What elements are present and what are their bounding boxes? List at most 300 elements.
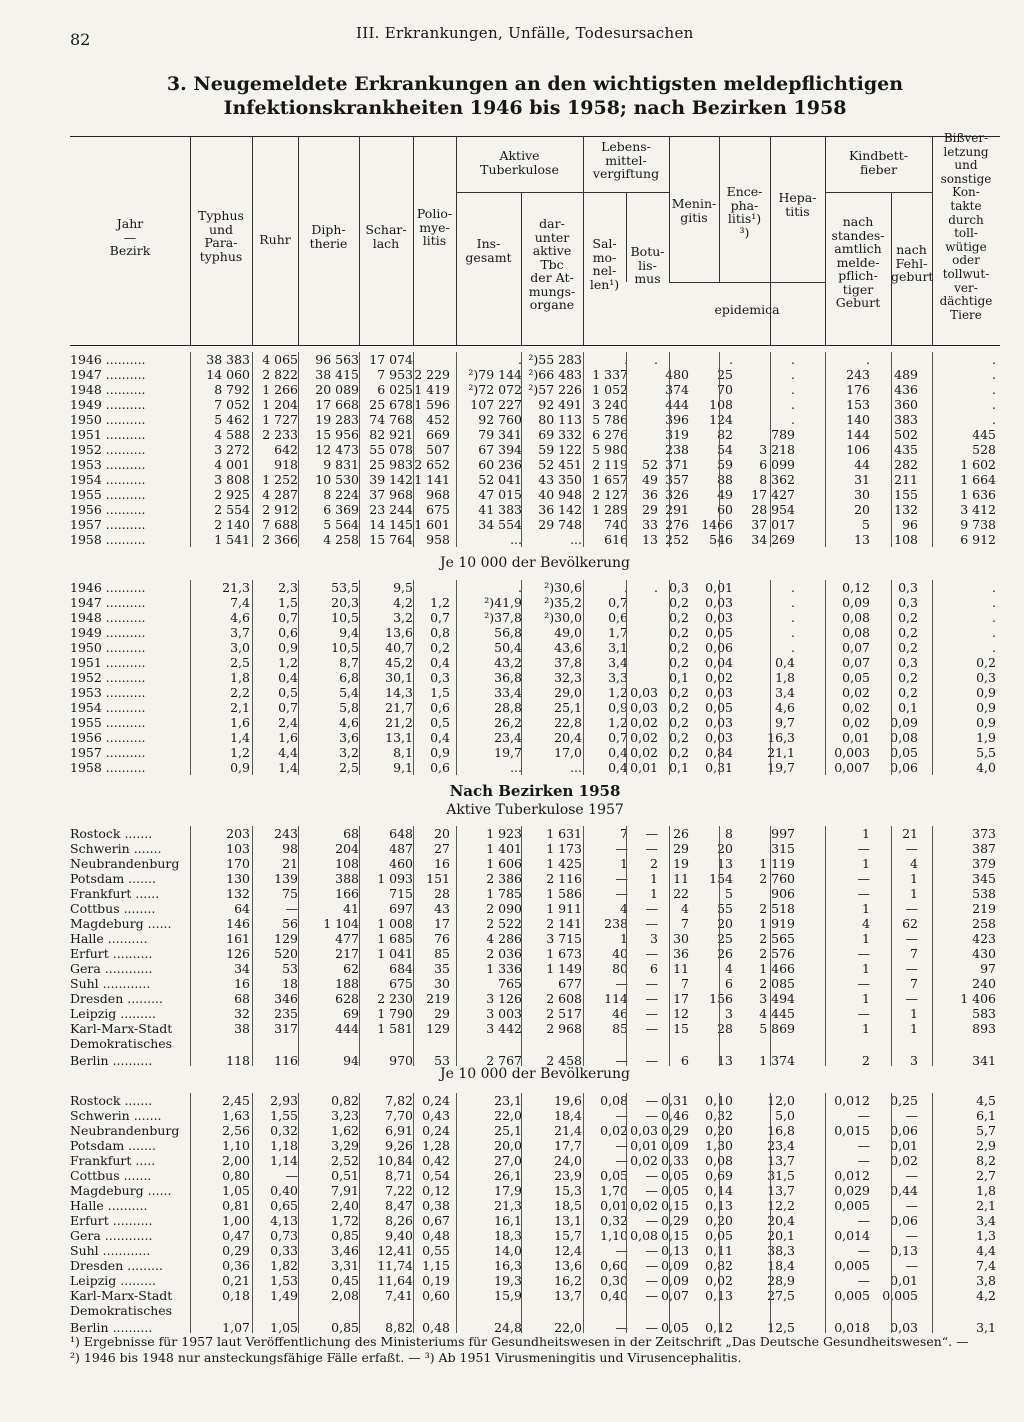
table-cell: 4 xyxy=(910,856,918,871)
table-header xyxy=(70,131,1000,346)
table-cell: . xyxy=(992,595,996,610)
table-cell: 6 xyxy=(650,961,658,976)
table-cell: 44 xyxy=(854,457,870,472)
table-cell: 9 738 xyxy=(960,517,996,532)
table-cell: 37 017 xyxy=(751,517,795,532)
table-cell: 0,05 xyxy=(842,670,870,685)
table-cell: 8,2 xyxy=(976,1153,996,1168)
table-cell: 22 xyxy=(673,886,689,901)
table-cell: 1 093 xyxy=(377,871,413,886)
row-label: Frankfurt ...... xyxy=(70,886,160,901)
table-row xyxy=(70,1183,1000,1198)
table-cell: 0,08 xyxy=(890,730,918,745)
header-encephalitis: Ence- pha- litis¹) ³) xyxy=(726,184,763,240)
table-cell: 0,08 xyxy=(600,1093,628,1108)
table-cell: 697 xyxy=(389,901,413,916)
table-cell: 5 980 xyxy=(592,442,628,457)
table-cell: 22,8 xyxy=(554,715,582,730)
row-label: 1950 .......... xyxy=(70,412,146,427)
table-cell: 3,0 xyxy=(230,640,250,655)
table-cell: 170 xyxy=(226,856,250,871)
table-cell: 14 145 xyxy=(369,517,413,532)
table-cell: . xyxy=(992,382,996,397)
table-cell: . xyxy=(791,352,795,367)
column-rule xyxy=(932,580,933,775)
table-cell: 430 xyxy=(972,946,996,961)
table-cell: 6 xyxy=(725,976,733,991)
table-cell: 21,2 xyxy=(385,715,413,730)
table-cell: 10,84 xyxy=(377,1153,413,1168)
table-cell: 970 xyxy=(389,1053,413,1068)
table-cell: 0,43 xyxy=(422,1108,450,1123)
table-cell: 0,32 xyxy=(600,1213,628,1228)
table-cell: 17,0 xyxy=(554,745,582,760)
table-cell: 34 554 xyxy=(478,517,522,532)
table-cell: 1,6 xyxy=(230,715,250,730)
table-cell: 97 xyxy=(980,961,996,976)
table-cell: 2 233 xyxy=(262,427,298,442)
table-cell: 3 442 xyxy=(486,1021,522,1036)
table-cell: 0,4 xyxy=(608,745,628,760)
table-cell: 7 xyxy=(681,916,689,931)
table-cell: — xyxy=(615,1138,628,1153)
table-cell: — xyxy=(645,1006,658,1021)
table-cell: 9,7 xyxy=(775,715,795,730)
table-cell: — xyxy=(857,841,870,856)
table-cell: 1 266 xyxy=(262,382,298,397)
table-cell: 0,55 xyxy=(422,1243,450,1258)
row-label: Potsdam ....... xyxy=(70,1138,156,1153)
table-cell: 740 xyxy=(604,517,628,532)
row-label: Erfurt .......... xyxy=(70,946,153,961)
table-cell: 0,05 xyxy=(661,1320,689,1335)
table-cell: 0,2 xyxy=(669,730,689,745)
table-cell: 0,60 xyxy=(422,1288,450,1303)
column-rule xyxy=(719,580,720,775)
table-cell: — xyxy=(645,1288,658,1303)
column-rule xyxy=(252,580,253,775)
table-cell: 2,1 xyxy=(976,1198,996,1213)
table-cell: 2 522 xyxy=(486,916,522,931)
table-cell: 21,7 xyxy=(385,700,413,715)
table-cell: 7,82 xyxy=(385,1093,413,1108)
table-cell: 21,4 xyxy=(554,1123,582,1138)
table-cell: ... xyxy=(510,532,522,547)
table-cell: 3,46 xyxy=(331,1243,359,1258)
table-cell: 68 xyxy=(234,991,250,1006)
column-rule xyxy=(359,1093,360,1333)
table-cell: 0,9 xyxy=(976,685,996,700)
column-rule xyxy=(359,826,360,1066)
table-cell: 53 xyxy=(282,961,298,976)
table-cell: — xyxy=(857,871,870,886)
table-cell: 2 912 xyxy=(262,502,298,517)
row-label: Leipzig ......... xyxy=(70,1006,157,1021)
table-cell: 7,41 xyxy=(385,1288,413,1303)
table-cell: 36,8 xyxy=(494,670,522,685)
column-rule xyxy=(932,352,933,547)
table-cell: 12,41 xyxy=(377,1243,413,1258)
table-cell: 26 xyxy=(717,946,733,961)
row-label: Gera ............ xyxy=(70,961,153,976)
table-cell: 243 xyxy=(846,367,870,382)
table-cell: 0,2 xyxy=(430,640,450,655)
table-cell: 62 xyxy=(343,961,359,976)
table-row xyxy=(70,502,1000,517)
table-cell: 41 383 xyxy=(478,502,522,517)
table-cell: 8,82 xyxy=(385,1320,413,1335)
header-kindbettfieber: Kindbett- fieber xyxy=(848,148,909,177)
table-cell: 0,01 xyxy=(630,1138,658,1153)
table-cell: 715 xyxy=(389,886,413,901)
column-rule xyxy=(359,352,360,547)
table-row xyxy=(70,976,1000,991)
table-cell: 0,3 xyxy=(898,580,918,595)
table-cell: 436 xyxy=(894,382,918,397)
table-cell: 906 xyxy=(771,886,795,901)
table-cell: 1 673 xyxy=(546,946,582,961)
table-cell: 155 xyxy=(894,487,918,502)
table-cell: 1,72 xyxy=(331,1213,359,1228)
table-cell: 0,09 xyxy=(661,1138,689,1153)
table-cell: 1 419 xyxy=(414,382,450,397)
table-cell: ²)41,9 xyxy=(484,595,522,610)
table-cell: 219 xyxy=(426,991,450,1006)
table-cell: 0,02 xyxy=(630,715,658,730)
table-cell: 25 xyxy=(717,931,733,946)
table-cell: 1,2 xyxy=(278,655,298,670)
table-cell: ²)72 072 xyxy=(468,382,522,397)
table-cell: 20,1 xyxy=(767,1228,795,1243)
table-cell: 0,46 xyxy=(661,1108,689,1123)
table-cell: 18,4 xyxy=(554,1108,582,1123)
table-cell: 1,18 xyxy=(270,1138,298,1153)
column-rule xyxy=(583,580,584,775)
table-cell: 49 xyxy=(717,487,733,502)
table-cell: 388 xyxy=(335,871,359,886)
table-cell: 0,05 xyxy=(705,700,733,715)
row-label: 1953 .......... xyxy=(70,685,146,700)
table-cell: 30 xyxy=(673,931,689,946)
table-cell: 30 xyxy=(434,976,450,991)
table-cell: 1,70 xyxy=(600,1183,628,1198)
table-cell: 8 224 xyxy=(323,487,359,502)
table-cell: 47 015 xyxy=(478,487,522,502)
table-cell: 2,7 xyxy=(976,1168,996,1183)
table-cell: 16,3 xyxy=(767,730,795,745)
row-label: Berlin .......... xyxy=(70,1320,153,1335)
table-cell: 357 xyxy=(665,472,689,487)
table-cell: 49 xyxy=(642,472,658,487)
table-cell: 0,14 xyxy=(705,1183,733,1198)
row-label: Halle .......... xyxy=(70,1198,148,1213)
table-cell: 374 xyxy=(665,382,689,397)
table-cell: 19 283 xyxy=(315,412,359,427)
table-row xyxy=(70,826,1000,841)
table-cell: 0,02 xyxy=(890,1153,918,1168)
row-label: 1947 .......... xyxy=(70,367,146,382)
table-cell: 2,2 xyxy=(230,685,250,700)
table-cell: 1,28 xyxy=(422,1138,450,1153)
table-cell: 2 085 xyxy=(759,976,795,991)
table-cell: 144 xyxy=(846,427,870,442)
table-cell: 0,6 xyxy=(608,610,628,625)
table-cell: 0,33 xyxy=(661,1153,689,1168)
table-cell: 341 xyxy=(972,1053,996,1068)
table-cell: 0,07 xyxy=(661,1288,689,1303)
table-cell: 8 xyxy=(725,826,733,841)
table-cell: 15 764 xyxy=(369,532,413,547)
table-cell: 37 968 xyxy=(369,487,413,502)
row-label: 1955 .......... xyxy=(70,487,146,502)
table-cell: 0,09 xyxy=(661,1273,689,1288)
table-cell: — xyxy=(645,1320,658,1335)
table-cell: 40,7 xyxy=(385,640,413,655)
table-cell: 30 xyxy=(854,487,870,502)
table-cell: 23,4 xyxy=(494,730,522,745)
table-cell: 12 473 xyxy=(315,442,359,457)
table-cell: — xyxy=(857,1006,870,1021)
table-cell: 0,4 xyxy=(775,655,795,670)
table-cell: 24,8 xyxy=(494,1320,522,1335)
table-cell: 2 518 xyxy=(759,901,795,916)
table-cell: 371 xyxy=(665,457,689,472)
column-rule xyxy=(932,1093,933,1333)
table-cell: 13 xyxy=(717,856,733,871)
row-label: 1958 .......... xyxy=(70,760,146,775)
table-cell: 11 xyxy=(673,961,689,976)
table-cell: 129 xyxy=(274,931,298,946)
table-cell: 59 122 xyxy=(538,442,582,457)
column-rule xyxy=(891,1093,892,1333)
table-cell: 452 xyxy=(426,412,450,427)
table-cell: 0,45 xyxy=(331,1273,359,1288)
table-cell: 108 xyxy=(894,532,918,547)
table-cell: 3,4 xyxy=(608,655,628,670)
table-row xyxy=(70,1138,1000,1153)
table-row xyxy=(70,472,1000,487)
table-cell: . xyxy=(791,640,795,655)
table-cell: 4 258 xyxy=(323,532,359,547)
table-cell: — xyxy=(285,901,298,916)
table-cell: — xyxy=(857,946,870,961)
row-label: 1952 .......... xyxy=(70,442,146,457)
table-cell: 108 xyxy=(709,397,733,412)
table-cell: 92 491 xyxy=(538,397,582,412)
table-cell: 21,3 xyxy=(222,580,250,595)
row-label-berlin-1: Demokratisches xyxy=(70,1036,173,1051)
table-cell: 161 xyxy=(226,931,250,946)
table-cell: 1 785 xyxy=(486,886,522,901)
table-cell: 0,7 xyxy=(608,595,628,610)
header-salmonellen: Sal- mo- nel- len¹) xyxy=(589,236,620,292)
table-cell: 765 xyxy=(498,976,522,991)
table-cell: ²)30,0 xyxy=(544,610,582,625)
table-cell: 1,10 xyxy=(222,1138,250,1153)
table-cell: 26,1 xyxy=(494,1168,522,1183)
table-cell: 79 341 xyxy=(478,427,522,442)
table-cell: 11,74 xyxy=(377,1258,413,1273)
table-cell: 520 xyxy=(274,946,298,961)
table-cell: 3,6 xyxy=(339,730,359,745)
table-cell: 12,0 xyxy=(767,1093,795,1108)
table-cell: 8 792 xyxy=(214,382,250,397)
table-cell: 258 xyxy=(972,916,996,931)
table-cell: 1 602 xyxy=(960,457,996,472)
table-cell: 1 581 xyxy=(377,1021,413,1036)
table-cell: 583 xyxy=(972,1006,996,1021)
table-cell: 26 xyxy=(673,826,689,841)
table-cell: 0,81 xyxy=(222,1198,250,1213)
row-label: 1948 .......... xyxy=(70,382,146,397)
table-cell: 4 286 xyxy=(486,931,522,946)
table-cell: 56,8 xyxy=(494,625,522,640)
table-cell: 1,7 xyxy=(608,625,628,640)
table-cell: 68 xyxy=(343,826,359,841)
table-cell: 0,005 xyxy=(834,1198,870,1213)
table-cell: 0,6 xyxy=(430,760,450,775)
table-row xyxy=(70,841,1000,856)
table-cell: 0,13 xyxy=(661,1243,689,1258)
table-cell: 80 113 xyxy=(538,412,582,427)
table-cell: 23,9 xyxy=(554,1168,582,1183)
table-cell: 1 911 xyxy=(546,901,582,916)
table-cell: 7,70 xyxy=(385,1108,413,1123)
table-cell: 118 xyxy=(226,1053,250,1068)
table-cell: 26,2 xyxy=(494,715,522,730)
table-cell: 0,12 xyxy=(705,1320,733,1335)
table-cell: 0,06 xyxy=(705,640,733,655)
table-cell: — xyxy=(615,1053,628,1068)
row-label: Suhl ............ xyxy=(70,1243,151,1258)
table-cell: 0,65 xyxy=(270,1198,298,1213)
table-cell: 20,0 xyxy=(494,1138,522,1153)
table-row xyxy=(70,655,1000,670)
table-cell: 1 008 xyxy=(377,916,413,931)
table-cell: 3,31 xyxy=(331,1258,359,1273)
table-cell: 43,6 xyxy=(554,640,582,655)
table-cell: 1 041 xyxy=(377,946,413,961)
table-cell: 789 xyxy=(771,427,795,442)
row-label: Berlin .......... xyxy=(70,1053,153,1068)
column-rule xyxy=(413,826,414,1066)
table-cell: . xyxy=(992,352,996,367)
table-cell: 4 xyxy=(862,916,870,931)
table-cell: ²)57 226 xyxy=(528,382,582,397)
table-cell: — xyxy=(645,1213,658,1228)
table-cell: 1 919 xyxy=(759,916,795,931)
row-label: Neubrandenburg xyxy=(70,1123,180,1138)
table-cell: 5 xyxy=(725,886,733,901)
table-cell: . xyxy=(791,610,795,625)
header-bissverletzung: Bißver- letzung und sonstige Kon- takte durch toll- wütige oder tollwut- ver- dächtige Tiere xyxy=(939,131,993,322)
table-cell: 1 425 xyxy=(546,856,582,871)
table-cell: 107 227 xyxy=(470,397,522,412)
row-label: 1946 .......... xyxy=(70,352,146,367)
table-cell: 0,25 xyxy=(890,1093,918,1108)
table-cell: 3,4 xyxy=(775,685,795,700)
table-cell: 1,00 xyxy=(222,1213,250,1228)
column-rule xyxy=(626,826,627,1066)
table-cell: ... xyxy=(510,760,522,775)
table-cell: 5 786 xyxy=(592,412,628,427)
table-cell: 0,2 xyxy=(669,700,689,715)
table-cell: 8,26 xyxy=(385,1213,413,1228)
table-cell: 0,3 xyxy=(976,670,996,685)
table-cell: 997 xyxy=(771,826,795,841)
table-row xyxy=(70,1228,1000,1243)
table-cell: 0,7 xyxy=(278,700,298,715)
table-cell: 345 xyxy=(972,871,996,886)
table-cell: 16,1 xyxy=(494,1213,522,1228)
table-cell: ... xyxy=(570,532,582,547)
table-cell: 32,3 xyxy=(554,670,582,685)
table-cell: 642 xyxy=(274,442,298,457)
header-diphtherie: Diph- therie xyxy=(309,222,348,251)
table-row xyxy=(70,1288,1000,1303)
table-cell: 132 xyxy=(894,502,918,517)
table-cell: — xyxy=(615,1108,628,1123)
table-cell: 0,20 xyxy=(705,1213,733,1228)
table-cell: 34 269 xyxy=(751,532,795,547)
table-cell: 1,55 xyxy=(270,1108,298,1123)
header-scharlach: Schar- lach xyxy=(365,222,407,251)
table-cell: 11 xyxy=(673,871,689,886)
table-row xyxy=(70,700,1000,715)
table-cell: — xyxy=(645,841,658,856)
table-cell: 13,7 xyxy=(767,1153,795,1168)
row-label: 1953 .......... xyxy=(70,457,146,472)
table-cell: 29 xyxy=(673,841,689,856)
table-cell: 43 xyxy=(434,901,450,916)
table-cell: 1,82 xyxy=(270,1258,298,1273)
table-cell: 1 336 xyxy=(486,961,522,976)
table-cell: 346 xyxy=(274,991,298,1006)
column-rule xyxy=(298,580,299,775)
row-label: Cottbus ........ xyxy=(70,901,156,916)
table-cell: 435 xyxy=(894,442,918,457)
table-cell: 1 173 xyxy=(546,841,582,856)
table-cell: 0,9 xyxy=(430,745,450,760)
table-cell: 0,018 xyxy=(834,1320,870,1335)
column-rule xyxy=(770,1093,771,1333)
table-cell: 18,5 xyxy=(554,1198,582,1213)
table-cell: 22,0 xyxy=(554,1320,582,1335)
table-cell: 0,2 xyxy=(898,625,918,640)
table-cell: 0,54 xyxy=(422,1168,450,1183)
table-cell: — xyxy=(905,991,918,1006)
table-cell: — xyxy=(905,961,918,976)
row-label: 1955 .......... xyxy=(70,715,146,730)
table-row xyxy=(70,580,1000,595)
table-cell: 0,31 xyxy=(705,760,733,775)
table-cell: 282 xyxy=(894,457,918,472)
table-cell: 20,4 xyxy=(554,730,582,745)
column-rule xyxy=(252,1093,253,1333)
table-cell: 7,22 xyxy=(385,1183,413,1198)
table-cell: 0,1 xyxy=(898,700,918,715)
table-cell: 0,15 xyxy=(661,1198,689,1213)
table-cell: 7 xyxy=(681,976,689,991)
table-cell: . xyxy=(992,397,996,412)
row-label: 1949 .......... xyxy=(70,625,146,640)
table-cell: . xyxy=(992,640,996,655)
table-cell: 219 xyxy=(972,901,996,916)
table-cell: 2 xyxy=(650,856,658,871)
row-label-berlin-1: Demokratisches xyxy=(70,1303,173,1318)
table-cell: 2 036 xyxy=(486,946,522,961)
table-cell: 25 983 xyxy=(369,457,413,472)
